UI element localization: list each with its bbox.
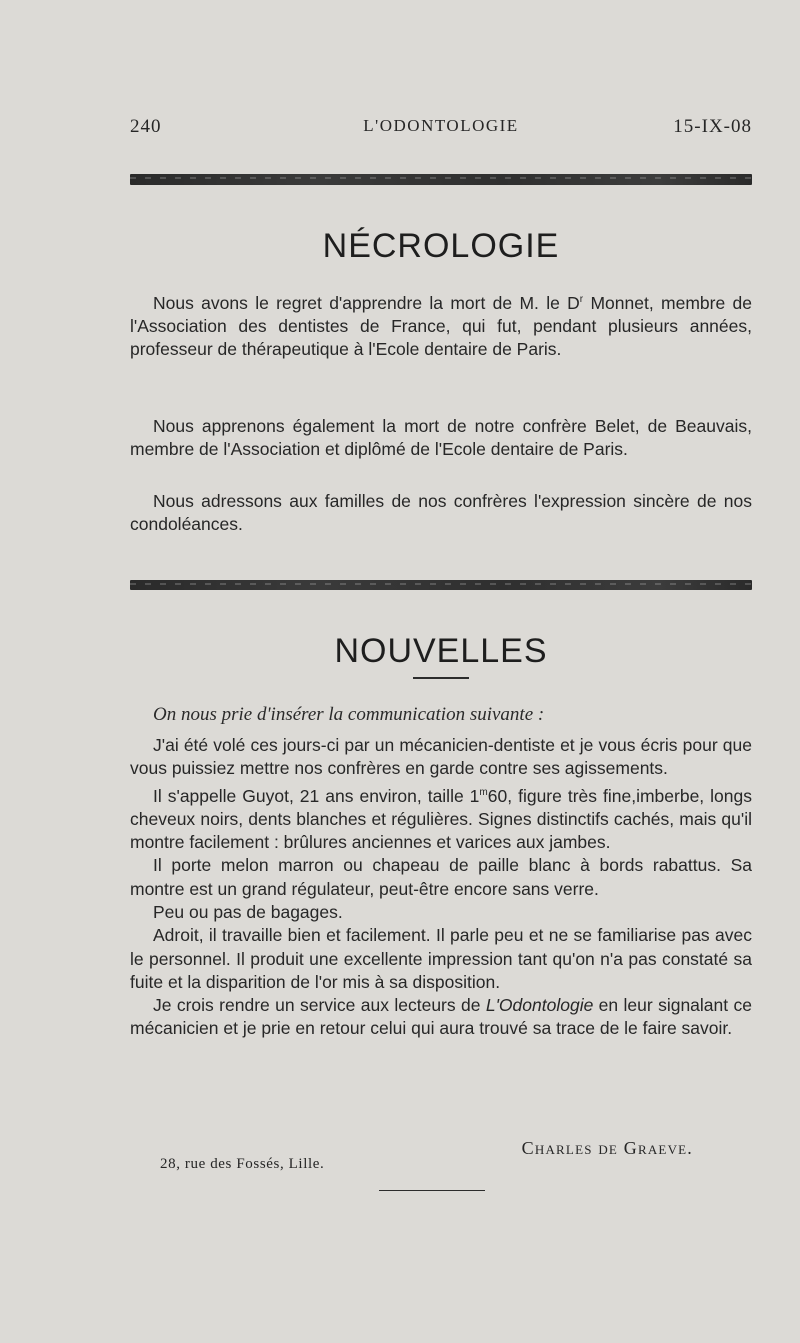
paragraph-text: Nous apprenons également la mort de notre confrère Belet, de Beauvais, membre de l'Association et diplômé de l'Ecole dentaire de Paris. [130, 416, 752, 460]
journal-title: L'Odontologie [485, 995, 594, 1016]
letter-paragraph: J'ai été volé ces jours-ci par un mécanicien-dentiste et je vous écris pour que vous puissiez mettre nos confrères en garde contre ses agissements. [130, 735, 752, 779]
superscript: r [579, 294, 584, 305]
closing-rule [379, 1190, 485, 1191]
nouvelles-intro: On nous prie d'insérer la communication suivante : [153, 704, 545, 725]
page-header [130, 116, 752, 146]
letter-paragraph: Peu ou pas de bagages. [153, 901, 343, 922]
paragraph-text: Nous avons le regret d'apprendre la mort de M. le D [153, 292, 580, 313]
paragraph-text: Monnet, membre de l'Association des dentistes de France, qui fut, pendant plusieurs années, professeur de thérapeutique à l'Ecole dentaire de Paris. [130, 292, 752, 360]
decorative-rule [130, 174, 752, 185]
necrologie-paragraph-1 [130, 288, 752, 362]
signature: Charles de Graeve. [521, 1138, 693, 1158]
letter-paragraph: Il porte melon marron ou chapeau de paille blanc à bords rabattus. Sa montre est un grand régulateur, peut-être encore sans verre. [130, 855, 752, 899]
paragraph-text: Il s'appelle Guyot, 21 ans environ, taille 1 [153, 785, 480, 806]
nouvelles-letter [130, 734, 752, 1041]
paragraph-text: en leur signalant ce mécanicien et je prie en retour celui qui aura trouvé sa trace de le faire savoir. [130, 995, 752, 1039]
running-title: L'ODONTOLOGIE [363, 116, 519, 135]
superscript: m [479, 786, 488, 798]
issue-date: 15-IX-08 [673, 116, 752, 137]
letter-paragraph [130, 994, 752, 1041]
necrologie-paragraph-3 [130, 490, 752, 537]
paragraph-text: Nous adressons aux familles de nos confrères l'expression sincère de nos condoléances. [130, 491, 752, 535]
letter-paragraph [130, 781, 752, 855]
title-underline [413, 677, 469, 679]
address: 28, rue des Fossés, Lille. [160, 1156, 325, 1172]
decorative-rule [130, 580, 752, 590]
paragraph-text: 60, figure très fine,imberbe, longs cheveux noirs, dents blanches et régulières. Signes distinctifs cachés, mais qu'il montre facilement : brûlures anciennes et varices aux jambes. [130, 785, 752, 853]
nouvelles-title: NOUVELLES [334, 632, 548, 670]
necrologie-paragraph-2 [130, 415, 752, 462]
letter-paragraph: Adroit, il travaille bien et facilement. Il parle peu et ne se familiarise pas avec le personnel. Il produit une excellente impression tant qu'on n'a pas constaté sa fuite et la disparition de l'or mis à sa disposition. [130, 925, 752, 992]
necrologie-title: NÉCROLOGIE [322, 227, 560, 265]
paragraph-text: Je crois rendre un service aux lecteurs de [153, 995, 486, 1016]
page-number: 240 [130, 116, 162, 137]
